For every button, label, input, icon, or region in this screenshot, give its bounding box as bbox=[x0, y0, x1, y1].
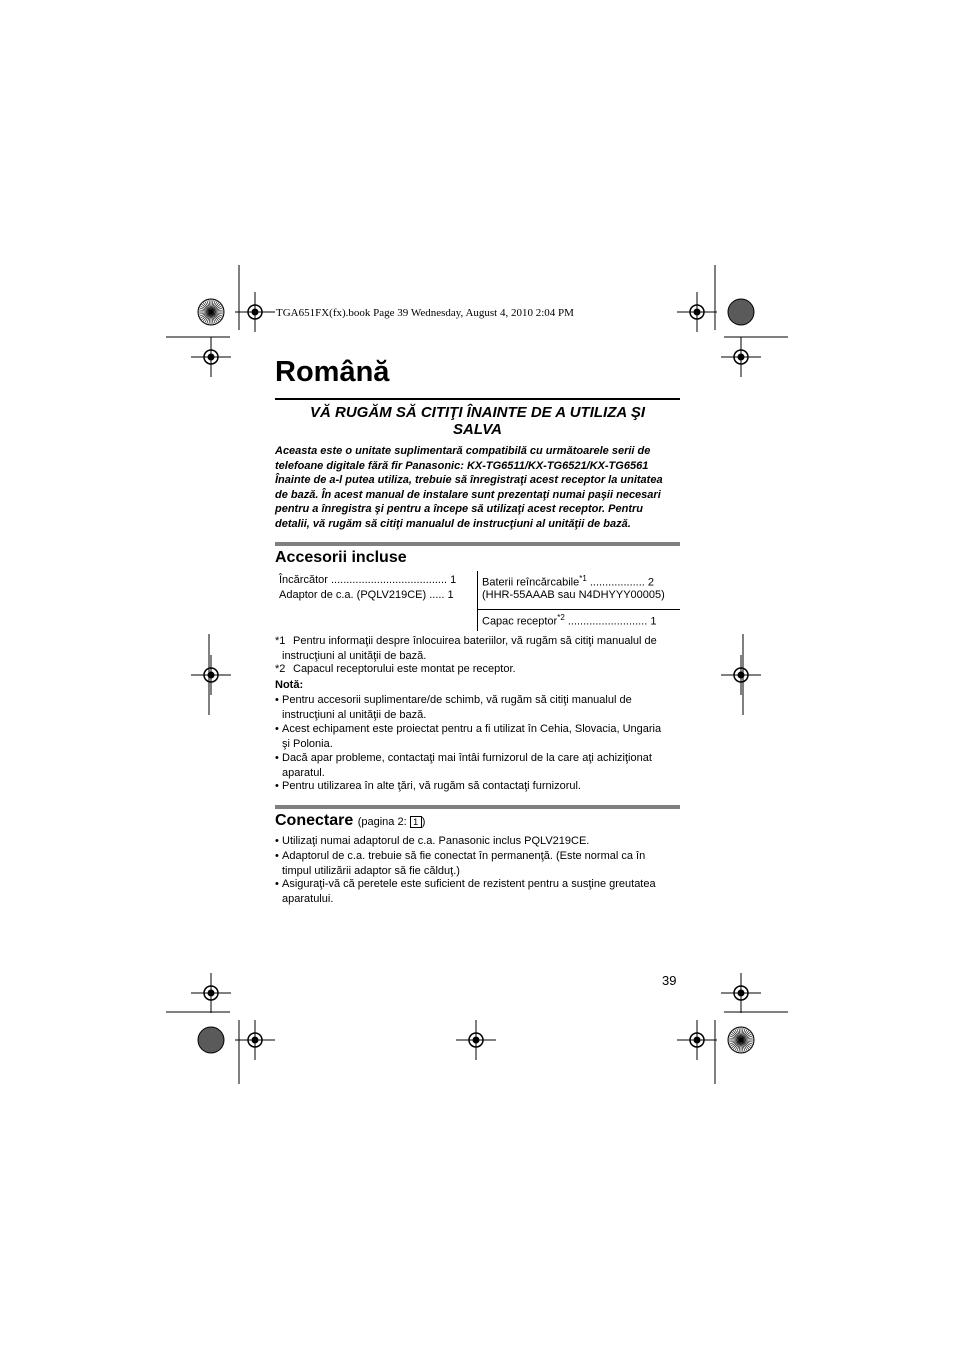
note-line: Acest echipament este proiectat pentru a fi utilizat în Cehia, Slovacia, Ungaria bbox=[282, 723, 662, 735]
note-line: Pentru accesorii suplimentare/de schimb, vă rugăm să citiţi manualul de bbox=[282, 694, 632, 706]
connect-line: timpul utilizării adaptor să fie călduţ.) bbox=[282, 864, 460, 877]
gray-registration-dot-icon bbox=[198, 1027, 224, 1053]
bullet: • bbox=[275, 723, 279, 735]
connect-item bbox=[275, 877, 680, 906]
section-divider bbox=[275, 805, 680, 809]
note-line: Dacă apar probleme, contactaţi mai întâi furnizorul de la care aţi achiziţionat bbox=[282, 752, 652, 764]
connect-heading bbox=[275, 812, 425, 830]
bullet: • bbox=[275, 694, 279, 706]
starburst-registration-icon bbox=[728, 1027, 754, 1053]
accessories-heading: Accesorii incluse bbox=[275, 549, 407, 566]
cover-name: Capac receptor bbox=[482, 615, 558, 628]
note-item bbox=[275, 722, 680, 751]
note-line: şi Polonia. bbox=[282, 737, 333, 750]
starburst-registration-icon bbox=[198, 299, 224, 325]
bullet: • bbox=[275, 780, 279, 792]
section-divider bbox=[275, 542, 680, 546]
connect-line: Utilizaţi numai adaptorul de c.a. Panasonic inclus PQLV219CE. bbox=[282, 835, 590, 847]
note-item bbox=[275, 751, 680, 780]
accessory-battery bbox=[482, 574, 654, 589]
accessory-adaptor: Adaptor de c.a. (PQLV219CE) ..... 1 bbox=[279, 589, 454, 601]
footnote-line: Capacul receptorului este montat pe receptor. bbox=[293, 663, 516, 675]
ref-prefix: (pagina 2: bbox=[357, 816, 410, 828]
footnote-line: Pentru informaţii despre înlocuirea bateriilor, vă rugăm să citiţi manualul de bbox=[293, 635, 657, 647]
battery-footnote-ref: *1 bbox=[579, 574, 587, 583]
intro-line: detalii, vă rugăm să citiţi manualul de instrucţiuni al unităţii de bază. bbox=[275, 517, 631, 530]
intro-line: Înainte de a-l putea utiliza, trebuie să înregistraţi acest receptor la unitatea bbox=[275, 474, 663, 486]
note-item bbox=[275, 693, 680, 722]
note-line: aparatul. bbox=[282, 766, 325, 779]
intro-line: de bază. În acest manual de instalare sunt prezentaţi numai paşii necesari bbox=[275, 488, 661, 501]
ref-suffix: ) bbox=[421, 816, 426, 828]
footnote-2 bbox=[275, 662, 680, 677]
intro-line: telefoane digitale fără fir Panasonic: KX-TG6511/KX-TG6521/KX-TG6561 bbox=[275, 459, 649, 472]
note-line: instrucţiuni al unităţii de bază. bbox=[282, 708, 427, 721]
accessory-battery-model: (HHR-55AAAB sau N4DHYYY00005) bbox=[482, 589, 665, 601]
connect-title: Conectare bbox=[275, 812, 354, 829]
battery-qty: .................. 2 bbox=[586, 576, 655, 589]
connect-page-ref bbox=[358, 816, 426, 828]
footnote-line: instrucţiuni al unităţii de bază. bbox=[282, 649, 427, 662]
cover-footnote-ref: *2 bbox=[557, 613, 565, 622]
cover-qty: .......................... 1 bbox=[564, 615, 657, 628]
connect-item bbox=[275, 849, 680, 878]
accessory-charger: Încărcător ...................................... 1 bbox=[279, 574, 457, 586]
footnote-mark: *1 bbox=[275, 635, 286, 647]
page-number: 39 bbox=[662, 973, 677, 988]
intro-line: pentru a înregistra şi pentru a începe să utilizaţi acest receptor. Pentru bbox=[275, 503, 644, 515]
intro-paragraph bbox=[275, 444, 680, 531]
page-title: Română bbox=[275, 356, 390, 388]
banner-line-2: SALVA bbox=[453, 421, 502, 438]
note-line: Pentru utilizarea în alte ţări, vă rugăm să contactaţi furnizorul. bbox=[282, 780, 581, 792]
footnote-1 bbox=[275, 634, 680, 663]
accessory-cover bbox=[482, 613, 656, 628]
accessory-table-rule bbox=[477, 609, 680, 610]
battery-name: Baterii reîncărcabile bbox=[482, 576, 580, 589]
connect-item bbox=[275, 834, 680, 849]
figure-number-box: 1 bbox=[410, 816, 422, 828]
connect-line: aparatului. bbox=[282, 892, 334, 905]
accessory-table-divider bbox=[477, 571, 478, 631]
connect-line: Adaptorul de c.a. trebuie să fie conectat în permanenţă. (Este normal ca în bbox=[282, 850, 646, 862]
bullet: • bbox=[275, 850, 279, 862]
title-rule bbox=[275, 398, 680, 400]
book-header-line: TGA651FX(fx).book Page 39 Wednesday, August 4, 2010 2:04 PM bbox=[276, 307, 574, 319]
bullet: • bbox=[275, 878, 279, 890]
note-item bbox=[275, 779, 680, 794]
connect-line: Asiguraţi-vă că peretele este suficient de rezistent pentru a susţine greutatea bbox=[282, 878, 656, 890]
gray-registration-dot-icon bbox=[728, 299, 754, 325]
read-first-banner bbox=[275, 404, 680, 438]
banner-line-1: VĂ RUGĂM SĂ CITIŢI ÎNAINTE DE A UTILIZA ŞI bbox=[310, 404, 645, 421]
footnote-mark: *2 bbox=[275, 663, 286, 675]
intro-line: Aceasta este o unitate suplimentară compatibilă cu următoarele serii de bbox=[275, 445, 651, 457]
note-label: Notă: bbox=[275, 679, 304, 691]
bullet: • bbox=[275, 752, 279, 764]
bullet: • bbox=[275, 835, 279, 847]
